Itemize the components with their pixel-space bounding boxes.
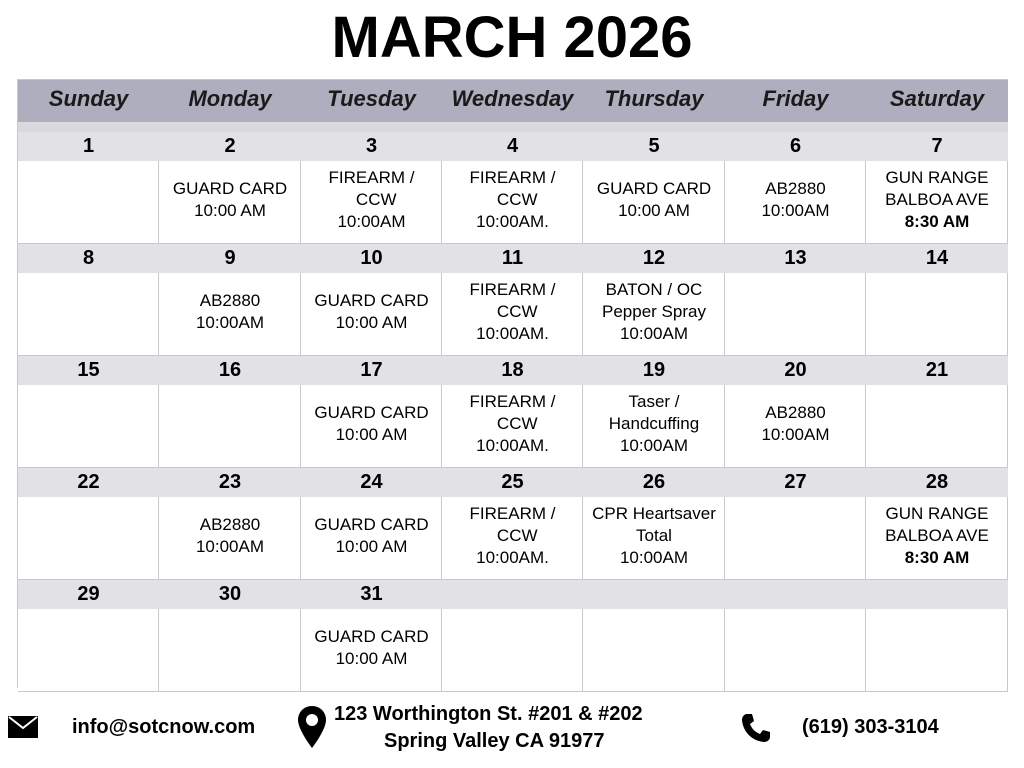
day-number: 9 [224,247,236,269]
weekday-monday: Monday [188,86,272,111]
day-cell[interactable] [159,273,301,356]
day-cell[interactable] [301,161,442,244]
event-text: AB2880 10:00AM [761,179,830,220]
day-number: 4 [506,135,519,157]
day-number: 29 [77,583,100,605]
day-cell[interactable] [866,609,1008,692]
day-number: 25 [501,471,524,493]
event-text: GUN RANGE BALBOA AVE 8:30 AM [885,168,989,231]
day-cell[interactable] [159,497,301,580]
day-number: 13 [784,247,807,269]
weekday-friday: Friday [762,86,829,111]
day-number: 3 [365,135,378,157]
day-number: 1 [82,135,95,157]
day-number: 22 [77,471,100,493]
day-cell[interactable] [866,497,1008,580]
day-number: 8 [82,247,95,269]
day-cell[interactable] [725,273,866,356]
phone-number[interactable]: (619) 303-3104 [802,716,939,738]
day-cell[interactable] [159,161,301,244]
weekday-wednesday: Wednesday [451,86,574,111]
day-cell[interactable] [725,161,866,244]
footer [0,700,1024,768]
week-day-numbers-row [18,244,1008,273]
day-number: 23 [218,471,242,493]
day-number: 6 [789,135,802,157]
day-number: 2 [224,135,236,157]
day-cell[interactable] [301,609,442,692]
day-cell[interactable] [18,609,159,692]
day-cell[interactable] [18,385,159,468]
week-day-numbers-row [18,132,1008,161]
page-title: MARCH 2026 [331,5,693,70]
map-pin-icon [298,706,326,748]
day-number: 27 [784,471,807,493]
day-cell[interactable] [18,273,159,356]
day-number [442,580,583,609]
day-cell[interactable] [866,161,1008,244]
day-number: 28 [925,471,949,493]
header-separator [18,122,1008,132]
day-cell[interactable] [583,273,725,356]
week-day-numbers-row [18,468,1008,497]
day-number: 26 [642,471,666,493]
day-number: 10 [360,247,383,269]
weekday-thursday: Thursday [604,86,704,111]
day-number: 21 [925,359,949,381]
day-cell[interactable] [159,385,301,468]
event-text: GUARD CARD 10:00 AM [596,179,712,220]
email-link[interactable]: info@sotcnow.com [72,716,256,738]
day-cell[interactable] [866,385,1008,468]
weekday-sunday: Sunday [48,86,129,111]
day-cell[interactable] [725,609,866,692]
day-number: 20 [784,359,807,381]
event-text: GUARD CARD 10:00 AM [314,515,429,556]
event-text: BATON / OC Pepper Spray 10:00AM [602,280,706,343]
day-number: 17 [360,359,383,381]
day-number: 18 [501,359,524,381]
day-number: 30 [218,583,242,605]
event-text: GUARD CARD 10:00 AM [314,291,429,332]
day-number: 11 [501,247,524,269]
day-cell[interactable] [301,273,442,356]
day-number [725,580,866,609]
weekday-header [18,80,1008,122]
address-line-1: 123 Worthington St. #201 & #202 [334,703,643,725]
event-text: AB2880 10:00AM [195,515,265,556]
event-text: FIREARM / CCW 10:00AM. [469,280,556,343]
weekday-saturday: Saturday [889,86,985,111]
event-text: GUN RANGE BALBOA AVE 8:30 AM [885,504,989,567]
event-text: AB2880 10:00AM [195,291,265,332]
day-cell[interactable] [301,497,442,580]
day-cell[interactable] [18,497,159,580]
envelope-icon [8,716,38,738]
day-number: 24 [360,471,383,493]
day-number: 15 [77,359,100,381]
day-number: 16 [218,359,242,381]
event-text: GUARD CARD 10:00 AM [314,627,429,668]
calendar-grid [17,79,1008,688]
day-cell[interactable] [725,385,866,468]
weekday-tuesday: Tuesday [327,86,416,111]
event-text: FIREARM / CCW 10:00AM. [469,392,556,455]
event-text: GUARD CARD 10:00 AM [172,179,288,220]
day-number: 12 [642,247,666,269]
week-day-numbers-row [18,580,1008,609]
day-number: 5 [648,135,660,157]
event-text: FIREARM / CCW 10:00AM [328,168,415,231]
address-line-2: Spring Valley CA 91977 [384,730,605,752]
day-cell[interactable] [583,385,725,468]
day-cell[interactable] [442,273,583,356]
day-cell[interactable] [442,497,583,580]
day-cell[interactable] [583,161,725,244]
day-cell[interactable] [159,609,301,692]
day-cell[interactable] [866,273,1008,356]
day-cell[interactable] [583,609,725,692]
day-cell[interactable] [442,161,583,244]
day-cell[interactable] [583,497,725,580]
week-day-numbers-row [18,356,1008,385]
day-number [866,580,1008,609]
event-text: CPR Heartsaver Total 10:00AM [592,504,716,567]
day-number: 31 [360,583,383,605]
event-text: FIREARM / CCW 10:00AM. [469,168,556,231]
day-cell[interactable] [442,609,583,692]
event-text: Taser / Handcuffing 10:00AM [608,392,700,455]
day-cell[interactable] [725,497,866,580]
phone-icon [740,712,772,744]
day-number: 7 [931,135,943,157]
day-cell[interactable] [442,385,583,468]
day-number [583,580,725,609]
day-number: 19 [642,359,666,381]
event-text: FIREARM / CCW 10:00AM. [469,504,556,567]
event-text: GUARD CARD 10:00 AM [314,403,429,444]
day-cell[interactable] [18,161,159,244]
day-cell[interactable] [301,385,442,468]
day-number: 14 [925,247,949,269]
event-text: AB2880 10:00AM [761,403,830,444]
